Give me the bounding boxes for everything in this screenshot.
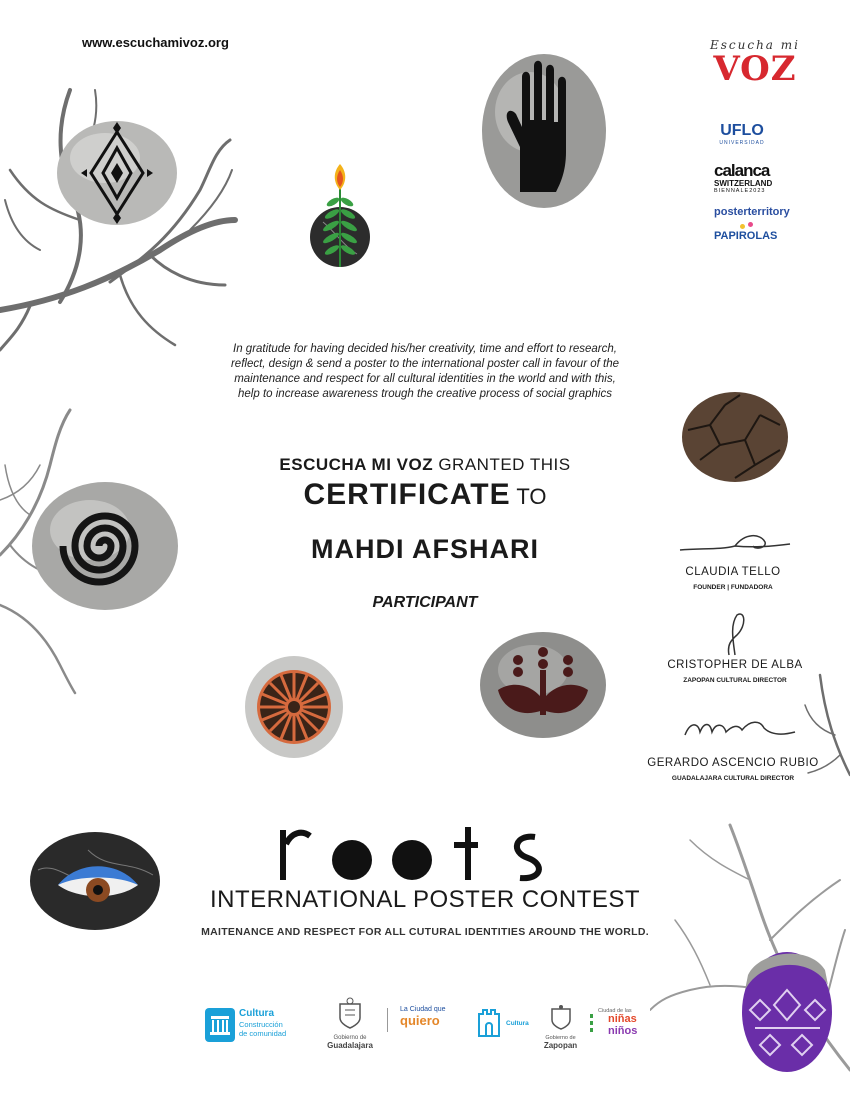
calanca-text: calanca <box>714 161 770 180</box>
cultura-text: Cultura <box>239 1008 274 1019</box>
zap-line2: Zapopan <box>543 1041 578 1050</box>
poster-territory-logo: posterterritory <box>714 206 790 218</box>
escucha-mi-voz-logo <box>700 38 810 89</box>
certificate-title <box>200 478 650 512</box>
stone-paulownia <box>478 630 608 740</box>
voz-word: VOZ <box>713 49 797 89</box>
uflo-sub: UNIVERSIDAD <box>719 140 765 146</box>
signer-name-3: GERARDO ASCENCIO RUBIO <box>647 757 819 769</box>
gratitude-paragraph <box>160 342 690 402</box>
divider-1 <box>387 1008 388 1032</box>
contest-tagline: MAITENANCE AND RESPECT FOR ALL CUTURAL IDENTITIES AROUND THE WORLD. <box>201 926 649 938</box>
escucha-line: Escucha mi <box>709 38 800 52</box>
signature-block-1 <box>638 566 828 591</box>
signature-gerardo-ascencio <box>680 710 800 745</box>
uflo-text: UFLO <box>720 122 764 139</box>
stone-flower <box>243 655 345 760</box>
stone-cracked <box>680 390 790 485</box>
signer-title-1: FOUNDER | FUNDADORA <box>693 584 773 591</box>
intro-line-4: help to increase awareness trough the creative process of social graphics <box>238 388 612 400</box>
signature-block-2 <box>640 659 830 684</box>
recipient-name: MAHDI AFSHARI <box>311 534 539 564</box>
calanca-sub2: BIENNALE2023 <box>714 188 766 194</box>
zap-line1: Gobierno de <box>545 1035 576 1041</box>
to-word: TO <box>510 484 547 509</box>
calanca-sub1: SWITZERLAND <box>714 179 773 188</box>
papirolas-logo <box>714 222 794 242</box>
cultura-zap-text: Cultura <box>506 1020 529 1027</box>
ciudad-line1: La Ciudad que <box>400 1006 446 1013</box>
ninas-line1: Ciudad de las <box>598 1008 632 1014</box>
stone-diamond-pattern <box>55 118 180 228</box>
zapopan-castle-icon <box>476 1006 502 1038</box>
signature-block-3 <box>638 757 828 782</box>
contest-name: INTERNATIONAL POSTER CONTEST <box>209 886 641 913</box>
guadalajara-crest-icon <box>335 996 365 1030</box>
recipient-role: PARTICIPANT <box>372 594 478 611</box>
stone-spiral <box>30 480 180 612</box>
gobierno-zapopan-logo <box>538 1004 583 1050</box>
cultura-logo <box>205 1006 305 1046</box>
intro-line-3: maintenance and respect for all cultural identities in the world and with this, <box>234 373 616 385</box>
intro-line-2: reflect, design & send a poster to the international poster call in favour of the <box>230 358 620 370</box>
cultura-icon <box>205 1008 235 1042</box>
ninas-line2: niñas <box>608 1013 637 1025</box>
divider-2 <box>590 1014 593 1034</box>
calanca-logo <box>714 163 784 194</box>
signature-claudia-tello <box>675 528 795 558</box>
ninas-line3: niños <box>608 1025 638 1037</box>
gobierno-guadalajara-logo <box>320 996 380 1050</box>
intro-line-1: In gratitude for having decided his/her creativity, time and effort to research, <box>233 343 617 355</box>
zapopan-crest-icon <box>549 1004 573 1030</box>
uflo-logo <box>712 122 772 146</box>
gdl-line1: Gobierno de <box>333 1035 367 1041</box>
org-name: ESCUCHA MI VOZ <box>279 455 434 474</box>
cultura-sub1: Construcción <box>239 1020 283 1029</box>
granted-line <box>200 455 650 475</box>
ciudad-que-quiero-logo <box>400 1006 460 1028</box>
website-url[interactable]: www.escuchamivoz.org <box>82 35 229 50</box>
signer-title-2: ZAPOPAN CULTURAL DIRECTOR <box>683 677 787 684</box>
roots-logo <box>270 822 570 882</box>
signature-cristopher-de-alba <box>715 610 755 660</box>
signer-title-3: GUADALAJARA CULTURAL DIRECTOR <box>671 775 795 782</box>
stone-hand <box>480 52 608 210</box>
stone-eye <box>28 830 163 932</box>
signer-name-2: CRISTOPHER DE ALBA <box>667 659 803 671</box>
cultura-zapopan-logo <box>476 1006 536 1043</box>
ciudad-ninas-ninos-logo <box>598 1008 658 1037</box>
gdl-line2: Guadalajara <box>327 1041 373 1050</box>
stone-wheat-plant <box>305 162 375 272</box>
ciudad-line2: quiero <box>400 1013 440 1028</box>
papirolas-text: PAPIROLAS <box>714 230 778 242</box>
certificate-word: CERTIFICATE <box>303 478 511 511</box>
cultura-sub2: de comunidad <box>239 1029 287 1038</box>
papirolas-dots <box>714 222 794 230</box>
stone-purple-textile <box>740 950 835 1075</box>
signer-name-1: CLAUDIA TELLO <box>685 566 781 578</box>
granted-text: GRANTED THIS <box>433 455 571 474</box>
